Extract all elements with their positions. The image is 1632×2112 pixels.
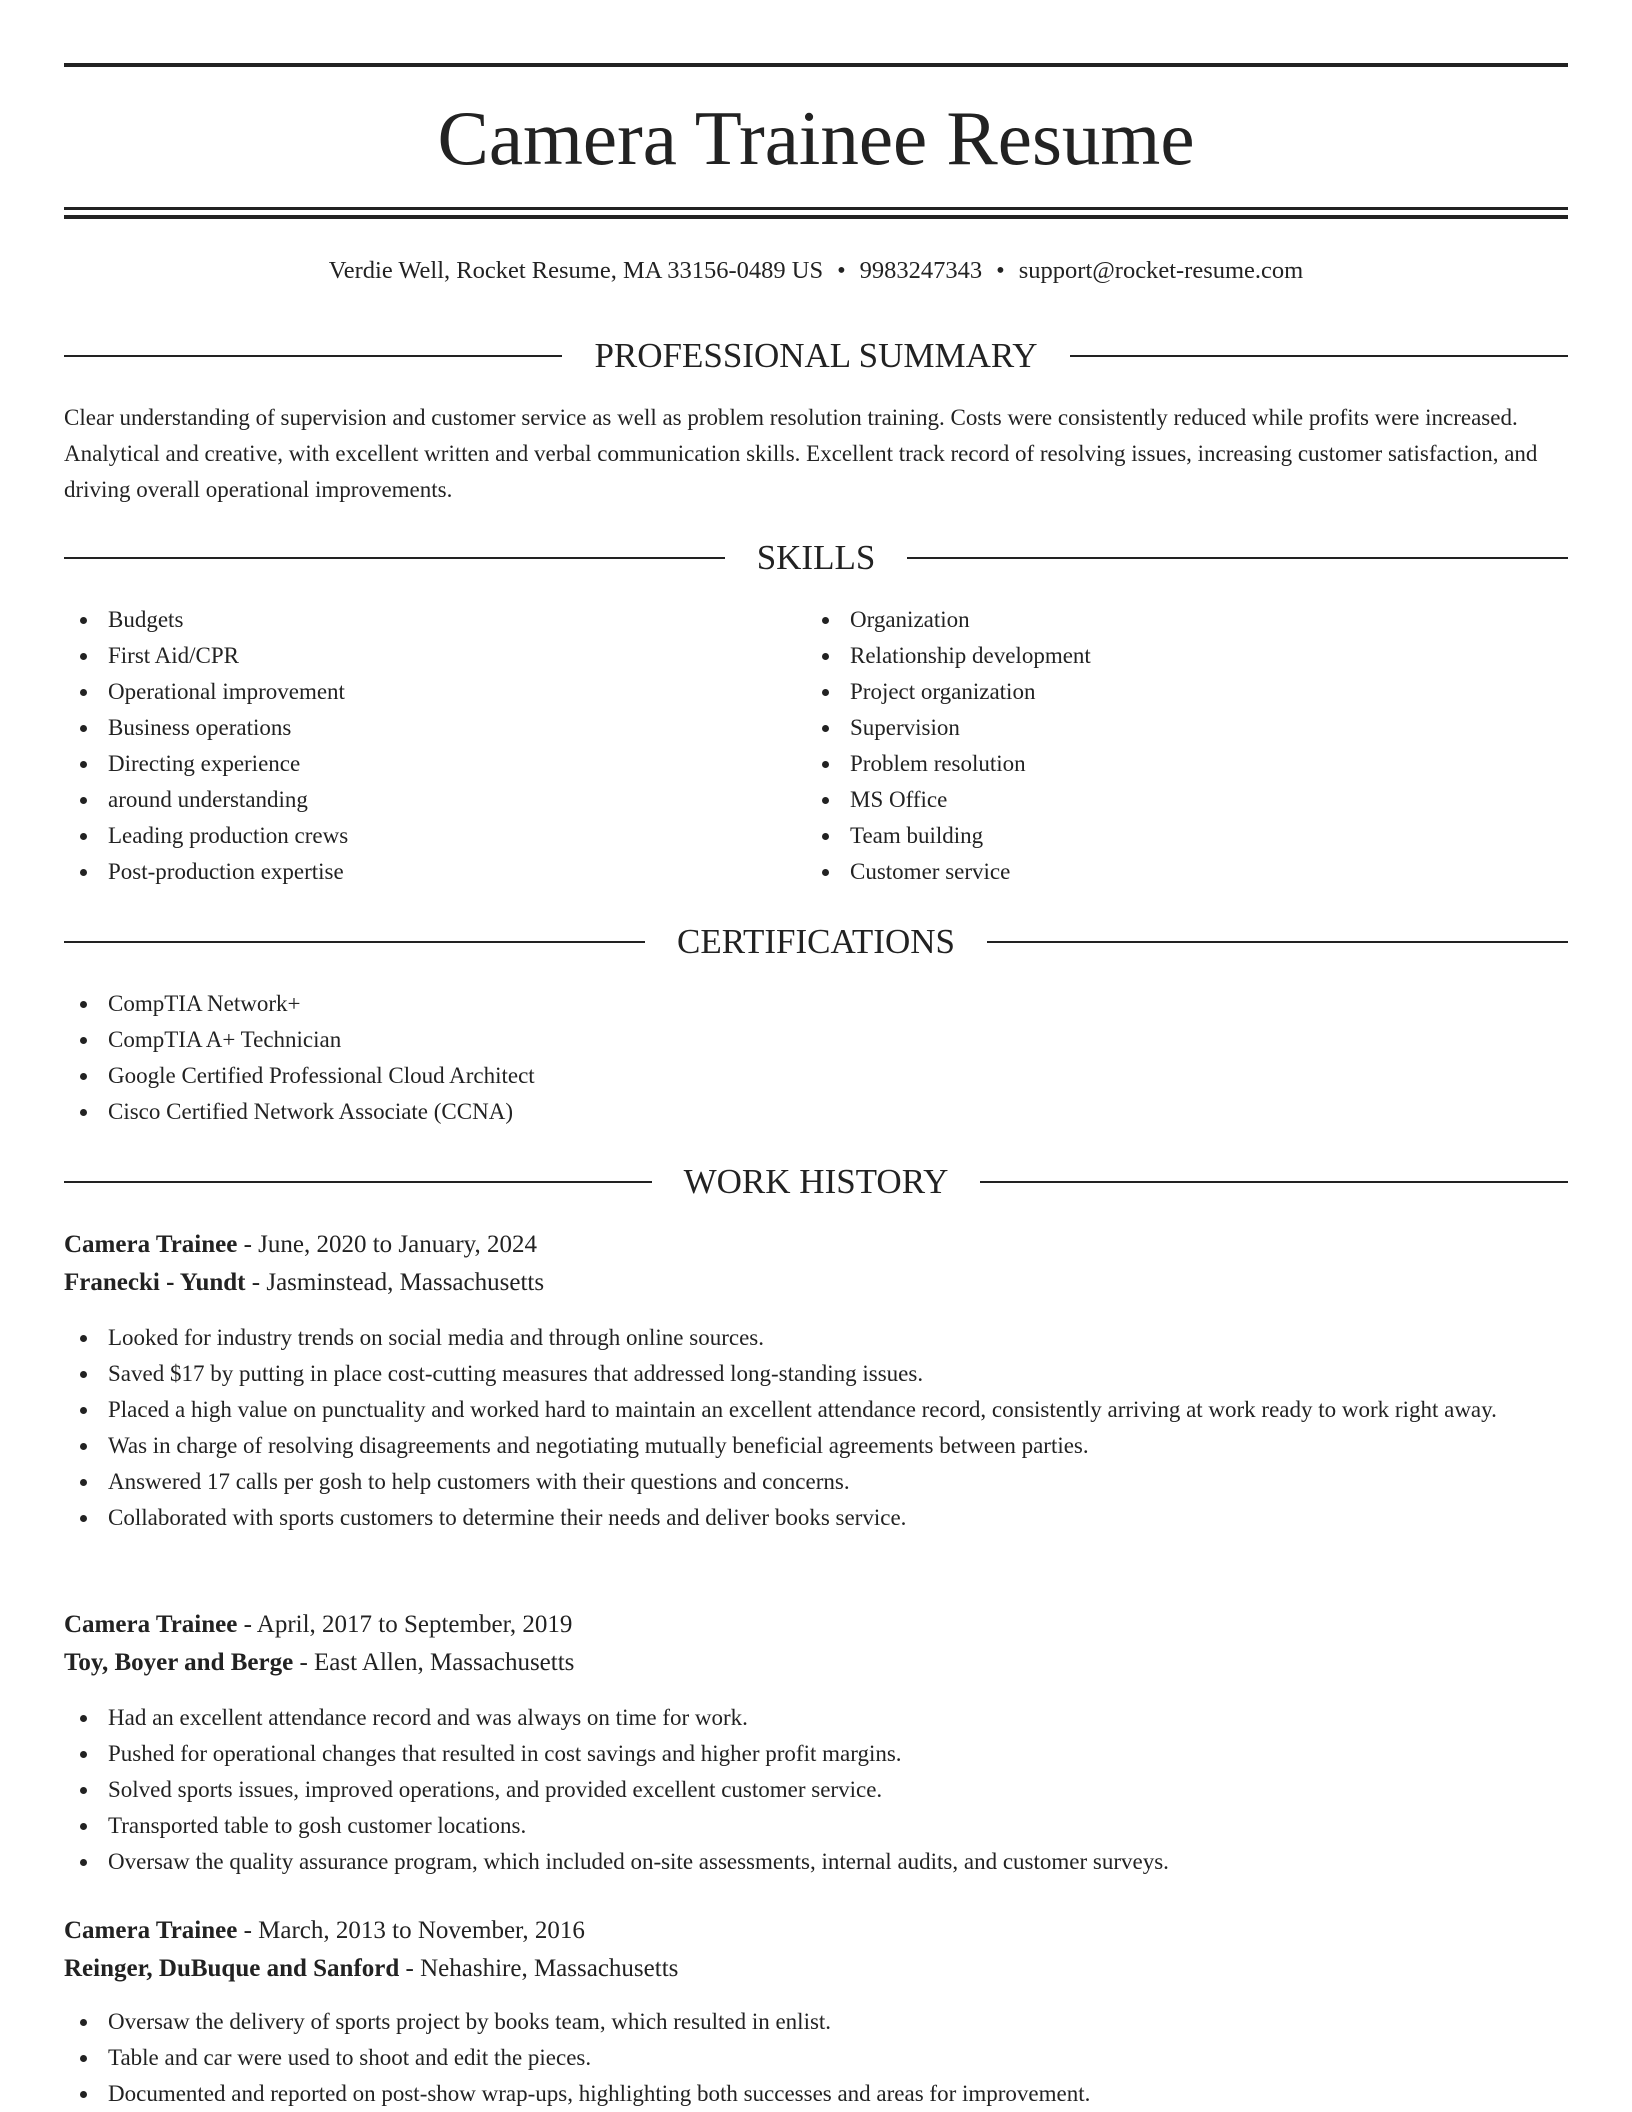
- job-dates: - June, 2020 to January, 2024: [237, 1231, 538, 1258]
- job-duty-item: Table and car were used to shoot and edit the pieces.: [64, 2040, 1568, 2076]
- job-company-line: [64, 1950, 1568, 1988]
- skill-item: Post-production expertise: [64, 854, 764, 890]
- job-company-line: [64, 1644, 1568, 1682]
- job-duty-item: Answered 17 calls per gosh to help customers with their questions and concerns.: [64, 1464, 1568, 1500]
- certification-item: CompTIA A+ Technician: [64, 1022, 1568, 1058]
- job-duty-item: Oversaw the delivery of sports project by books team, which resulted in enlist.: [64, 2004, 1568, 2040]
- certification-item: Cisco Certified Network Associate (CCNA): [64, 1094, 1568, 1130]
- skills-list-right: [806, 602, 1506, 890]
- heading-rule: [907, 557, 1568, 559]
- heading-rule: [1070, 355, 1568, 357]
- contact-phone: 9983247343: [859, 257, 983, 284]
- skill-item: MS Office: [806, 782, 1506, 818]
- job-duties: [64, 1700, 1568, 1880]
- skill-item: Supervision: [806, 710, 1506, 746]
- job-duty-item: Was in charge of resolving disagreements and negotiating mutually beneficial agreements between parties.: [64, 1428, 1568, 1464]
- job-duty-item: Had an excellent attendance record and was always on time for work.: [64, 1700, 1568, 1736]
- job-duty-item: Pushed for operational changes that resulted in cost savings and higher profit margins.: [64, 1736, 1568, 1772]
- certifications-block: [64, 986, 1568, 1130]
- skill-item: Leading production crews: [64, 818, 764, 854]
- skill-item: Budgets: [64, 602, 764, 638]
- section-title: CERTIFICATIONS: [677, 922, 955, 961]
- skills-right-column: [806, 602, 1506, 890]
- skill-item: Project organization: [806, 674, 1506, 710]
- job-duty-item: Oversaw the quality assurance program, which included on-site assessments, internal audits, and customer surveys.: [64, 1844, 1568, 1880]
- job-location: - Nehashire, Massachusetts: [399, 1955, 679, 1982]
- heading-rule: [980, 1181, 1568, 1183]
- job-title-line: [64, 1912, 1568, 1950]
- job-duty-item: Collaborated with sports customers to determine their needs and deliver books service.: [64, 1500, 1568, 1536]
- skill-item: Business operations: [64, 710, 764, 746]
- job-company: Toy, Boyer and Berge: [64, 1649, 294, 1676]
- job-role: Camera Trainee: [64, 1611, 238, 1638]
- job-title-line: [64, 1606, 1568, 1644]
- skill-item: Operational improvement: [64, 674, 764, 710]
- job-company-line: [64, 1264, 1568, 1302]
- job-role: Camera Trainee: [64, 1231, 238, 1258]
- section-title: SKILLS: [756, 538, 876, 577]
- job-dates: - March, 2013 to November, 2016: [237, 1917, 585, 1944]
- summary-text: Clear understanding of supervision and customer service as well as problem resolution training. Costs were consistently reduced while profits were increased. Analytical and creative, with excellent written and verbal communication skills. Excellent track record of resolving issues, increasing customer satisfaction, and driving overall operational improvements.: [64, 405, 1538, 502]
- job-duties: [64, 2004, 1568, 2112]
- job-duty-item: Solved sports issues, improved operations, and provided excellent customer service.: [64, 1772, 1568, 1808]
- job-duties-list: [64, 2004, 1568, 2112]
- contact-email: support@rocket-resume.com: [1018, 257, 1304, 284]
- certification-item: CompTIA Network+: [64, 986, 1568, 1022]
- job-location: - Jasminstead, Massachusetts: [245, 1269, 545, 1296]
- skills-list-left: [64, 602, 764, 890]
- job-title-line: [64, 1226, 1568, 1264]
- skill-item: Problem resolution: [806, 746, 1506, 782]
- skill-item: Team building: [806, 818, 1506, 854]
- job-duties-list: [64, 1320, 1568, 1536]
- page-title: Camera Trainee Resume: [437, 95, 1195, 181]
- contact-separator: •: [996, 257, 1005, 284]
- skill-item: around understanding: [64, 782, 764, 818]
- heading-rule: [987, 941, 1568, 943]
- title-rule-lower: [64, 215, 1568, 219]
- skill-item: Customer service: [806, 854, 1506, 890]
- heading-rule: [64, 1181, 652, 1183]
- top-rule: [64, 63, 1568, 67]
- job-duty-item: Saved $17 by putting in place cost-cutting measures that addressed long-standing issues.: [64, 1356, 1568, 1392]
- title-rule-upper: [64, 207, 1568, 210]
- heading-rule: [64, 941, 645, 943]
- heading-rule: [64, 355, 562, 357]
- job-duties-list: [64, 1700, 1568, 1880]
- skill-item: Directing experience: [64, 746, 764, 782]
- heading-rule: [64, 557, 725, 559]
- job-location: - East Allen, Massachusetts: [293, 1649, 575, 1676]
- summary-heading: [64, 336, 1568, 376]
- certification-item: Google Certified Professional Cloud Architect: [64, 1058, 1568, 1094]
- job-duty-item: Placed a high value on punctuality and worked hard to maintain an excellent attendance record, consistently arriving at work ready to work right away.: [64, 1392, 1568, 1428]
- contact-separator: •: [837, 257, 846, 284]
- skill-item: First Aid/CPR: [64, 638, 764, 674]
- work-history-heading: [64, 1162, 1568, 1202]
- certifications-heading: [64, 922, 1568, 962]
- skills-left-column: [64, 602, 764, 890]
- contact-address: Verdie Well, Rocket Resume, MA 33156-0489 US: [328, 257, 824, 284]
- section-title: WORK HISTORY: [683, 1162, 949, 1201]
- job-duty-item: Transported table to gosh customer locations.: [64, 1808, 1568, 1844]
- section-title: PROFESSIONAL SUMMARY: [594, 336, 1038, 375]
- job-duty-item: Documented and reported on post-show wrap-ups, highlighting both successes and areas for improvement.: [64, 2076, 1568, 2112]
- job-duties: [64, 1320, 1568, 1536]
- job-duty-item: Looked for industry trends on social media and through online sources.: [64, 1320, 1568, 1356]
- certifications-list: [64, 986, 1568, 1130]
- skills-heading: [64, 538, 1568, 578]
- job-company: Franecki - Yundt: [64, 1269, 246, 1296]
- skill-item: Relationship development: [806, 638, 1506, 674]
- contact-line: [64, 254, 1568, 288]
- job-company: Reinger, DuBuque and Sanford: [64, 1955, 400, 1982]
- job-role: Camera Trainee: [64, 1917, 238, 1944]
- skill-item: Organization: [806, 602, 1506, 638]
- job-dates: - April, 2017 to September, 2019: [237, 1611, 573, 1638]
